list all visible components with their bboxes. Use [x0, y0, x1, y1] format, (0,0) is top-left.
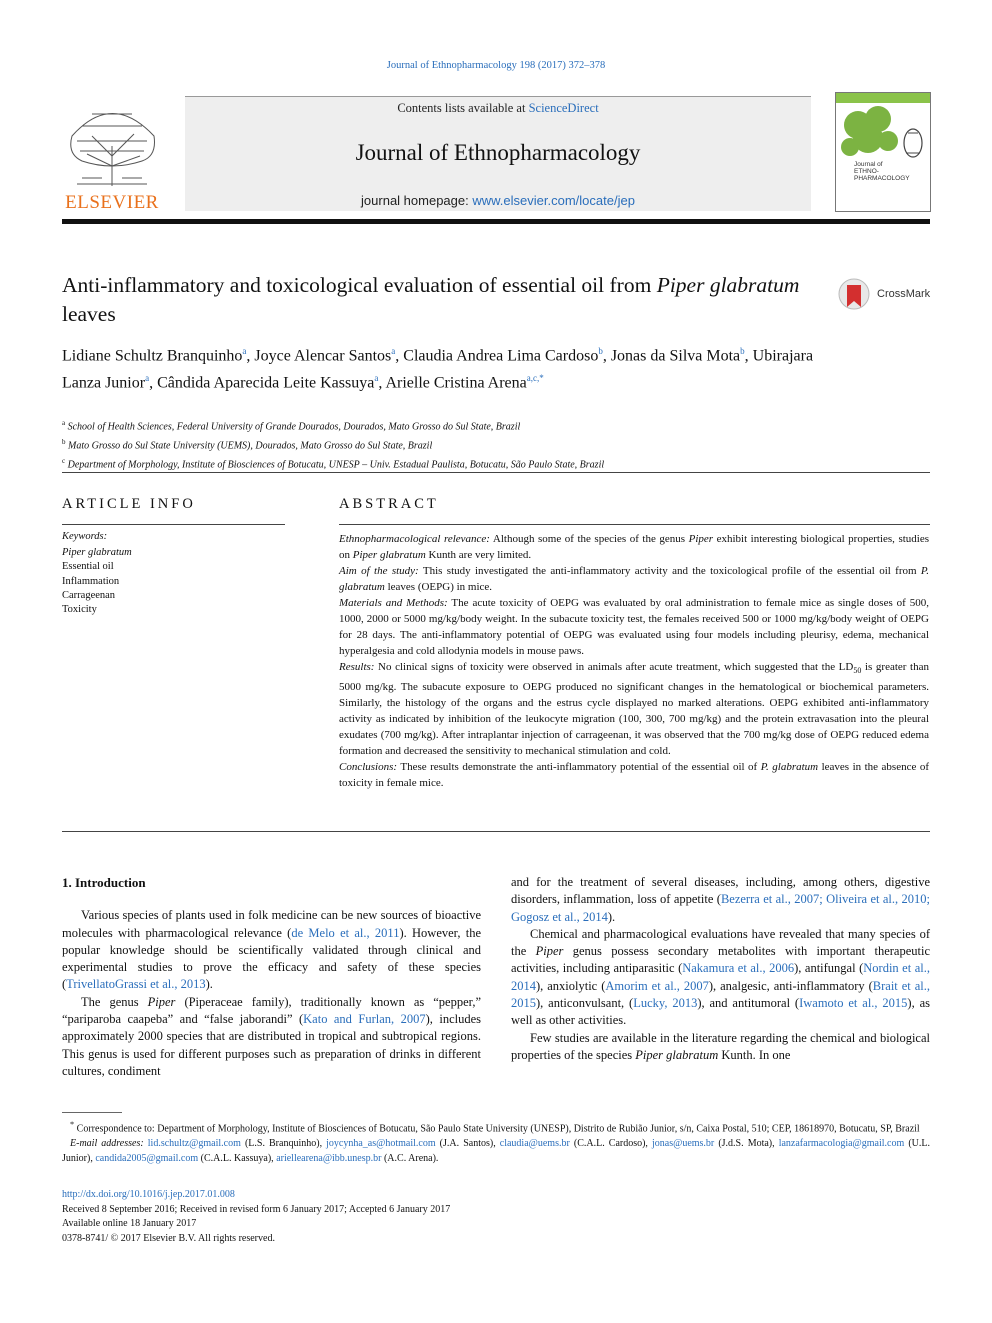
citation-link[interactable]: de Melo et al., 2011: [291, 925, 400, 940]
email-link[interactable]: claudia@uems.br: [499, 1138, 570, 1150]
author-name[interactable]: Joyce Alencar Santos: [254, 347, 392, 365]
keyword-item[interactable]: Piper glabratum: [62, 547, 132, 558]
intro-paragraph: Few studies are available in the literature regarding the chemical and biological properties of the species Piper glabratum Kunth. In one: [511, 1030, 930, 1062]
cover-title: Journal of ETHNO- PHARMACOLOGY: [854, 161, 910, 182]
citation-link[interactable]: Iwamoto et al., 2015: [799, 996, 908, 1011]
divider: [62, 831, 930, 832]
email-link[interactable]: joycynha_as@hotmail.com: [326, 1138, 436, 1150]
keyword-item[interactable]: Inflammation: [62, 575, 120, 587]
divider: [62, 524, 285, 525]
email-link[interactable]: jonas@uems.br: [652, 1138, 715, 1150]
intro-paragraph: and for the treatment of several diseases, including, among others, digestive disorders, inflammation, loss of appetite (Bezerra et al., 2007; Oliveira et al., 2010; Gogosz et al., 2014).: [511, 875, 930, 924]
section-heading-introduction: 1. Introduction: [62, 875, 146, 890]
citation-link[interactable]: Brait et al., 2015: [511, 978, 930, 1011]
affiliations: [62, 416, 922, 472]
citation-link[interactable]: Bezerra et al., 2007; Oliveira et al., 2010; Gogosz et al., 2014: [511, 892, 930, 924]
keywords-list: [62, 546, 132, 617]
intro-paragraph: Chemical and pharmacological evaluations have revealed that many species of the Piper genus possess secondary metabolites with important therapeutic activities, including antiparasitic (Nakamura et al., 2006), antifungal (Nordin et al., 2014), anxiolytic (Amorim et al., 2007), analgesic, anti-inflammatory (Brait et al., 2015), anticonvulsant, (Lucky, 2013), and antitumoral (Iwamoto et al., 2015), as well as other activities.: [511, 926, 930, 1028]
intro-paragraph: Various species of plants used in folk medicine can be new sources of bioactive molecules with pharmacological relevance (de Melo et al., 2011). However, the popular knowledge should be scientifically validated through clinical and experimental studies to prove the efficacy and safety of these species (TrivellatoGrassi et al., 2013).: [62, 908, 482, 992]
affiliation-item: $^b$ Mato Grosso do Sul State University (UEMS), Dourados, Mato Grosso do Sul State, Brazil: [62, 437, 433, 452]
cover-top-bar: [836, 93, 930, 103]
journal-title: Journal of Ethnopharmacology: [355, 140, 641, 165]
abstract-body: [339, 531, 929, 791]
citation-link[interactable]: Lucky, 2013: [633, 996, 698, 1011]
correspondence-note: * Correspondence to: Department of Morphology, Institute of Biosciences of Botucatu, São Paulo State University (UNESP), Distrito de Rubião Junior, s/n, Caixa Postal, 510; CEP, 18618970, Botucatu, SP, Brazil: [70, 1120, 920, 1135]
journal-cover-thumbnail[interactable]: [835, 92, 931, 212]
paper-title: Anti-inflammatory and toxicological evaluation of essential oil from Piper glabratum leaves: [62, 273, 800, 326]
author-name[interactable]: Arielle Cristina Arena: [385, 374, 527, 392]
homepage-line: journal homepage: www.elsevier.com/locate/jep: [361, 193, 635, 208]
copyright-line: 0378-8741/ © 2017 Elsevier B.V. All rights reserved.: [62, 1232, 275, 1244]
affiliation-item: $^a$ School of Health Sciences, Federal University of Grande Dourados, Dourados, Mato Grosso do Sul State, Brazil: [62, 419, 521, 433]
author-list: Lidiane Schultz Branquinho$^a$, Joyce Alencar Santos$^a$, Claudia Andrea Lima Cardoso$^b$, Jonas da Silva Mota$^b$, Ubirajara Lanza Junior$^a$, Cândida Aparecida Leite Kassuya$^a$, Arielle Cristina Arena$^{a,c,*}$: [62, 346, 814, 392]
divider: [339, 524, 930, 525]
footnote-rule: [62, 1112, 122, 1113]
author-name[interactable]: Ubirajara Lanza Junior: [62, 347, 814, 392]
affiliation-item: $^c$ Department of Morphology, Institute of Biosciences of Botucatu, UNESP – Univ. Estadual Paulista, Botucatu, São Paulo State, Brazil: [62, 456, 605, 470]
contents-line: Contents lists available at ScienceDirect: [397, 101, 599, 115]
abstract-results: Results: No clinical signs of toxicity were observed in animals after acute treatment, which suggested that the $LD_{50}$ is greater than 5000 mg/kg. The subacute exposure to OEPG produced no significant changes in the hematological or biochemical parameters. Similarly, the histology of the organs and the estrus cycle displayed no marked alterations. OEPG exhibited anti-inflammatory activity as indicated by inhibition of the leukocyte migration (100, 300, 700 mg/kg) and the protein extravasation into the pleural exudates (700 mg/kg). After intraplantar injection of carrageenan, it was observed that the 700 mg/kg dose of OEPG reduced edema formation and decreased the sensitivity to mechanical stimulation and cold.: [339, 661, 929, 758]
body-column-left: [62, 874, 481, 1080]
cover-plant-illustration: [838, 103, 928, 163]
doi-link[interactable]: http://dx.doi.org/10.1016/j.jep.2017.01.008: [62, 1189, 235, 1200]
journal-citation[interactable]: Journal of Ethnopharmacology 198 (2017) 372–378: [386, 60, 606, 71]
email-link[interactable]: ariellearena@ibb.unesp.br: [276, 1153, 382, 1165]
author-name[interactable]: Jonas da Silva Mota: [610, 347, 741, 365]
homepage-link[interactable]: www.elsevier.com/locate/jep: [472, 193, 635, 208]
keyword-item[interactable]: Essential oil: [62, 561, 114, 573]
citation-link[interactable]: Nordin et al., 2014: [511, 961, 930, 993]
divider: [62, 472, 930, 473]
abstract-aim: Aim of the study: This study investigated the anti-inflammatory activity and the toxicological profile of the essential oil from P. glabratum leaves (OEPG) in mice.: [339, 565, 929, 593]
sciencedirect-link[interactable]: ScienceDirect: [528, 101, 599, 115]
publication-info: [62, 1188, 930, 1246]
email-link[interactable]: lanzafarmacologia@gmail.com: [778, 1138, 905, 1150]
author-name[interactable]: Lidiane Schultz Branquinho: [62, 347, 243, 365]
keyword-item[interactable]: Toxicity: [62, 604, 97, 616]
email-link[interactable]: candida2005@gmail.com: [95, 1153, 199, 1165]
abstract-conclusions: Conclusions: These results demonstrate the anti-inflammatory potential of the essential oil of P. glabratum leaves in the absence of toxicity in female mice.: [339, 761, 930, 790]
keywords-label: Keywords:: [62, 531, 108, 542]
body-column-right: [511, 874, 930, 1064]
email-link[interactable]: lid.schultz@gmail.com: [147, 1138, 241, 1150]
article-info-heading: ARTICLE INFO: [62, 496, 196, 512]
citation-link[interactable]: TrivellatoGrassi et al., 2013: [66, 977, 206, 992]
intro-paragraph: The genus Piper (Piperaceae family), traditionally known as “pepper,” “pariparoba caapeba” and “false jaborandi” (Kato and Furlan, 2007), includes approximately 2000 species that are distributed in tropical and subtropical regions. This genus is used for different purposes such as preparation of drinks in different cultures, condiment: [62, 994, 482, 1078]
abstract-methods: Materials and Methods: The acute toxicity of OEPG was evaluated by oral administration to female mice as single doses of 500, 1000, 2000 or 5000 mg/kg/body weight. In the subacute toxicity test, the females received 500 or 1000 mg/kg/body weight of OEPG for 28 days. The anti-inflammatory potential of OEPG was evaluated using four models including pleurisy, edema, mechanical hyperalgesia and cold allodynia models in mouse paws.: [339, 597, 929, 657]
publisher-wordmark: ELSEVIER: [65, 192, 159, 213]
citation-link[interactable]: Kato and Furlan, 2007: [303, 1012, 426, 1027]
header-rule: [62, 219, 930, 224]
abstract-heading: ABSTRACT: [339, 496, 439, 512]
author-name[interactable]: Claudia Andrea Lima Cardoso: [403, 347, 599, 365]
received-dates: Received 8 September 2016; Received in revised form 6 January 2017; Accepted 6 January 2017: [62, 1203, 451, 1215]
footnotes: [62, 1117, 930, 1166]
online-date: Available online 18 January 2017: [62, 1218, 197, 1229]
citation-link[interactable]: Amorim et al., 2007: [605, 978, 709, 993]
abstract-relevance: Ethnopharmacological relevance: Although some of the species of the genus Piper exhibit interesting biological properties, studies on Piper glabratum Kunth are very limited.: [339, 533, 930, 561]
author-name[interactable]: Cândida Aparecida Leite Kassuya: [157, 374, 375, 392]
email-addresses: E-mail addresses: lid.schultz@gmail.com (L.S. Branquinho), joycynha_as@hotmail.com (J.A. Santos), claudia@uems.br (C.A.L. Cardoso), jonas@uems.br (J.d.S. Mota), lanzafarmacologia@gmail.com (U.L. Junior), candida2005@gmail.com (C.A.L. Kassuya), ariellearena@ibb.unesp.br (A.C. Arena).: [62, 1138, 930, 1165]
citation-link[interactable]: Nakamura et al., 2006: [682, 961, 795, 976]
keyword-item[interactable]: Carrageenan: [62, 589, 116, 601]
crossmark-label[interactable]: CrossMark: [877, 288, 931, 300]
